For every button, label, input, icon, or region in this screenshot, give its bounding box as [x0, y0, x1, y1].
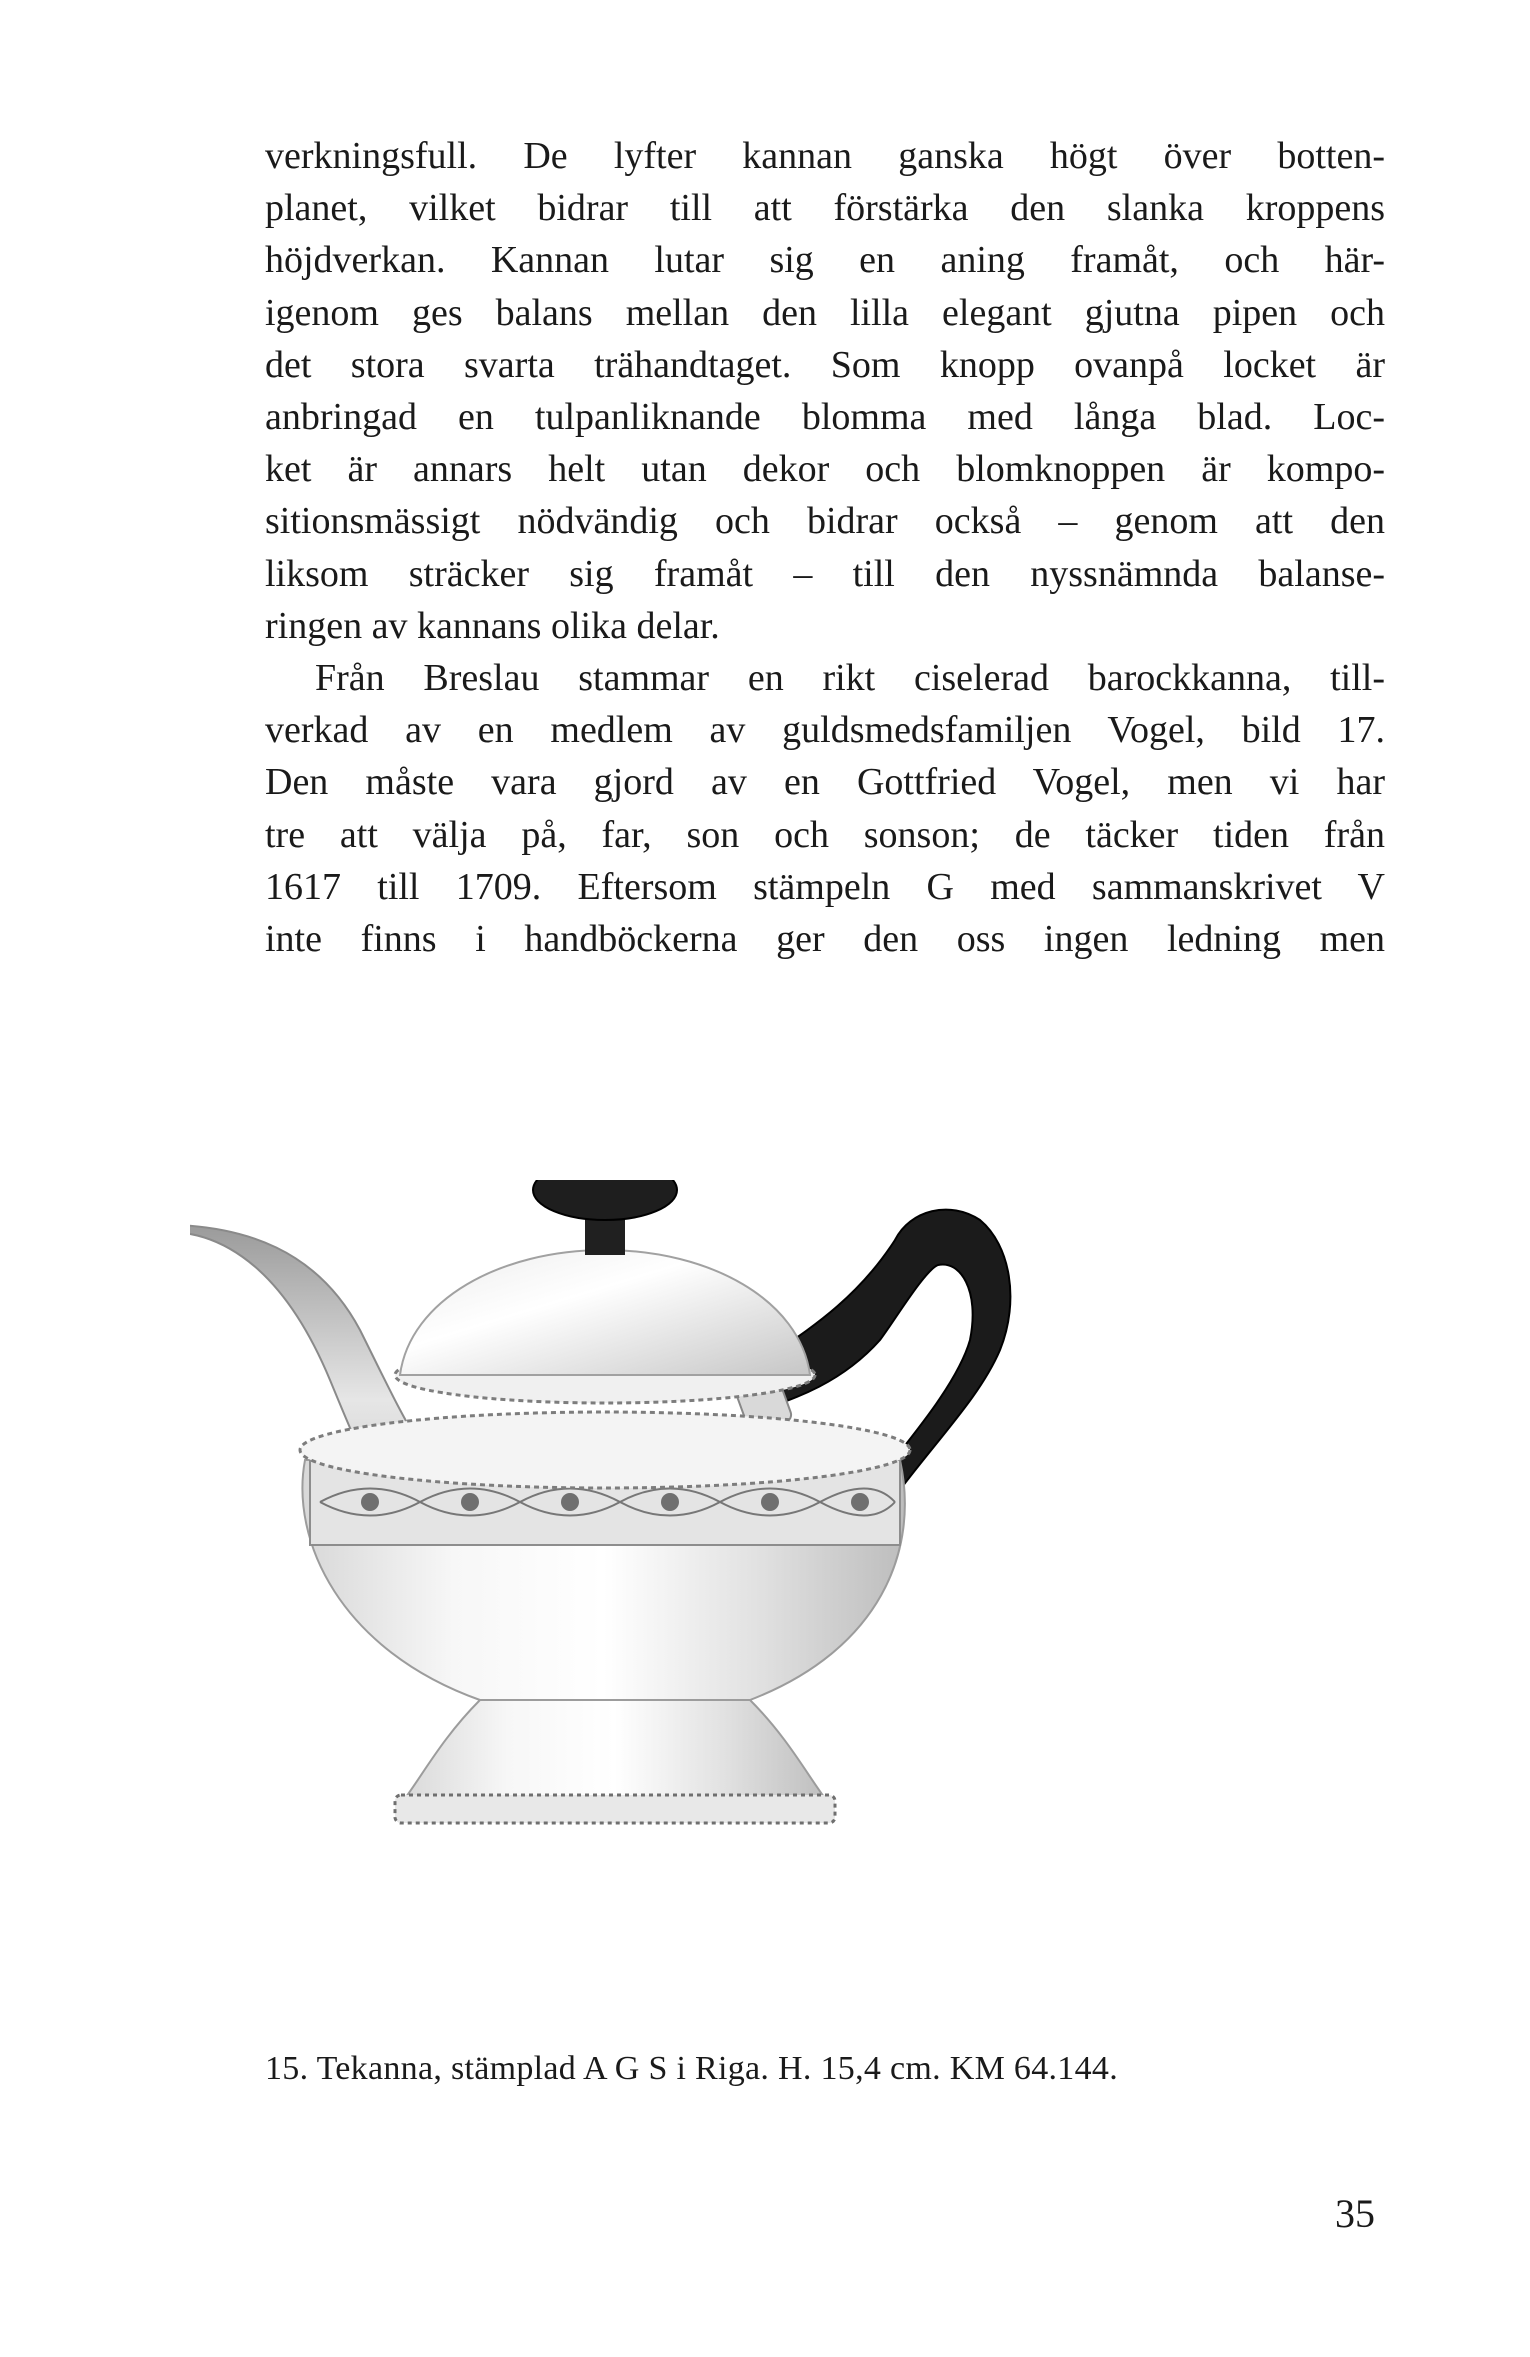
body-text: [265, 130, 1385, 965]
text-line: 1617 till 1709. Eftersom stämpeln G med sammanskrivet V: [265, 865, 1385, 908]
text-line: liksom sträcker sig framåt – till den nyssnämnda balanse-: [265, 552, 1385, 595]
text-line: Från Breslau stammar en rikt ciselerad barockkanna, till-: [315, 657, 1385, 700]
body-rim: [300, 1412, 910, 1488]
figure-caption: 15. Tekanna, stämplad A G S i Riga. H. 15,4 cm. KM 64.144.: [265, 2050, 1119, 2087]
page-number: 35: [1335, 2191, 1375, 2236]
text-line: ringen av kannans olika delar.: [265, 604, 720, 647]
text-line: ket är annars helt utan dekor och blomknoppen är kompo-: [265, 448, 1385, 491]
text-line: igenom ges balans mellan den lilla elegant gjutna pipen och: [265, 291, 1385, 334]
text-line: anbringad en tulpanliknande blomma med långa blad. Loc-: [265, 396, 1385, 439]
text-line: verkad av en medlem av guldsmedsfamiljen Vogel, bild 17.: [265, 709, 1385, 752]
foot: [400, 1700, 830, 1805]
text-line: sitionsmässigt nödvändig och bidrar också – genom att den: [265, 500, 1385, 543]
text-line: inte finns i handböckerna ger den oss ingen ledning men: [265, 918, 1385, 961]
text-line: det stora svarta trähandtaget. Som knopp ovanpå locket är: [265, 343, 1385, 386]
teapot-illustration: [190, 1180, 1210, 1960]
lid: [400, 1250, 810, 1375]
foot-rim: [395, 1795, 835, 1823]
text-line: verkningsfull. De lyfter kannan ganska högt över botten-: [265, 135, 1385, 177]
teapot-photo: [190, 1180, 1210, 1960]
text-line: höjdverkan. Kannan lutar sig en aning framåt, och här-: [265, 239, 1385, 282]
text-line: Den måste vara gjord av en Gottfried Vogel, men vi har: [265, 761, 1385, 804]
text-line: tre att välja på, far, son och sonson; de täcker tiden från: [265, 813, 1385, 856]
knob: [533, 1180, 677, 1220]
text-line: planet, vilket bidrar till att förstärka den slanka kroppens: [265, 187, 1385, 230]
